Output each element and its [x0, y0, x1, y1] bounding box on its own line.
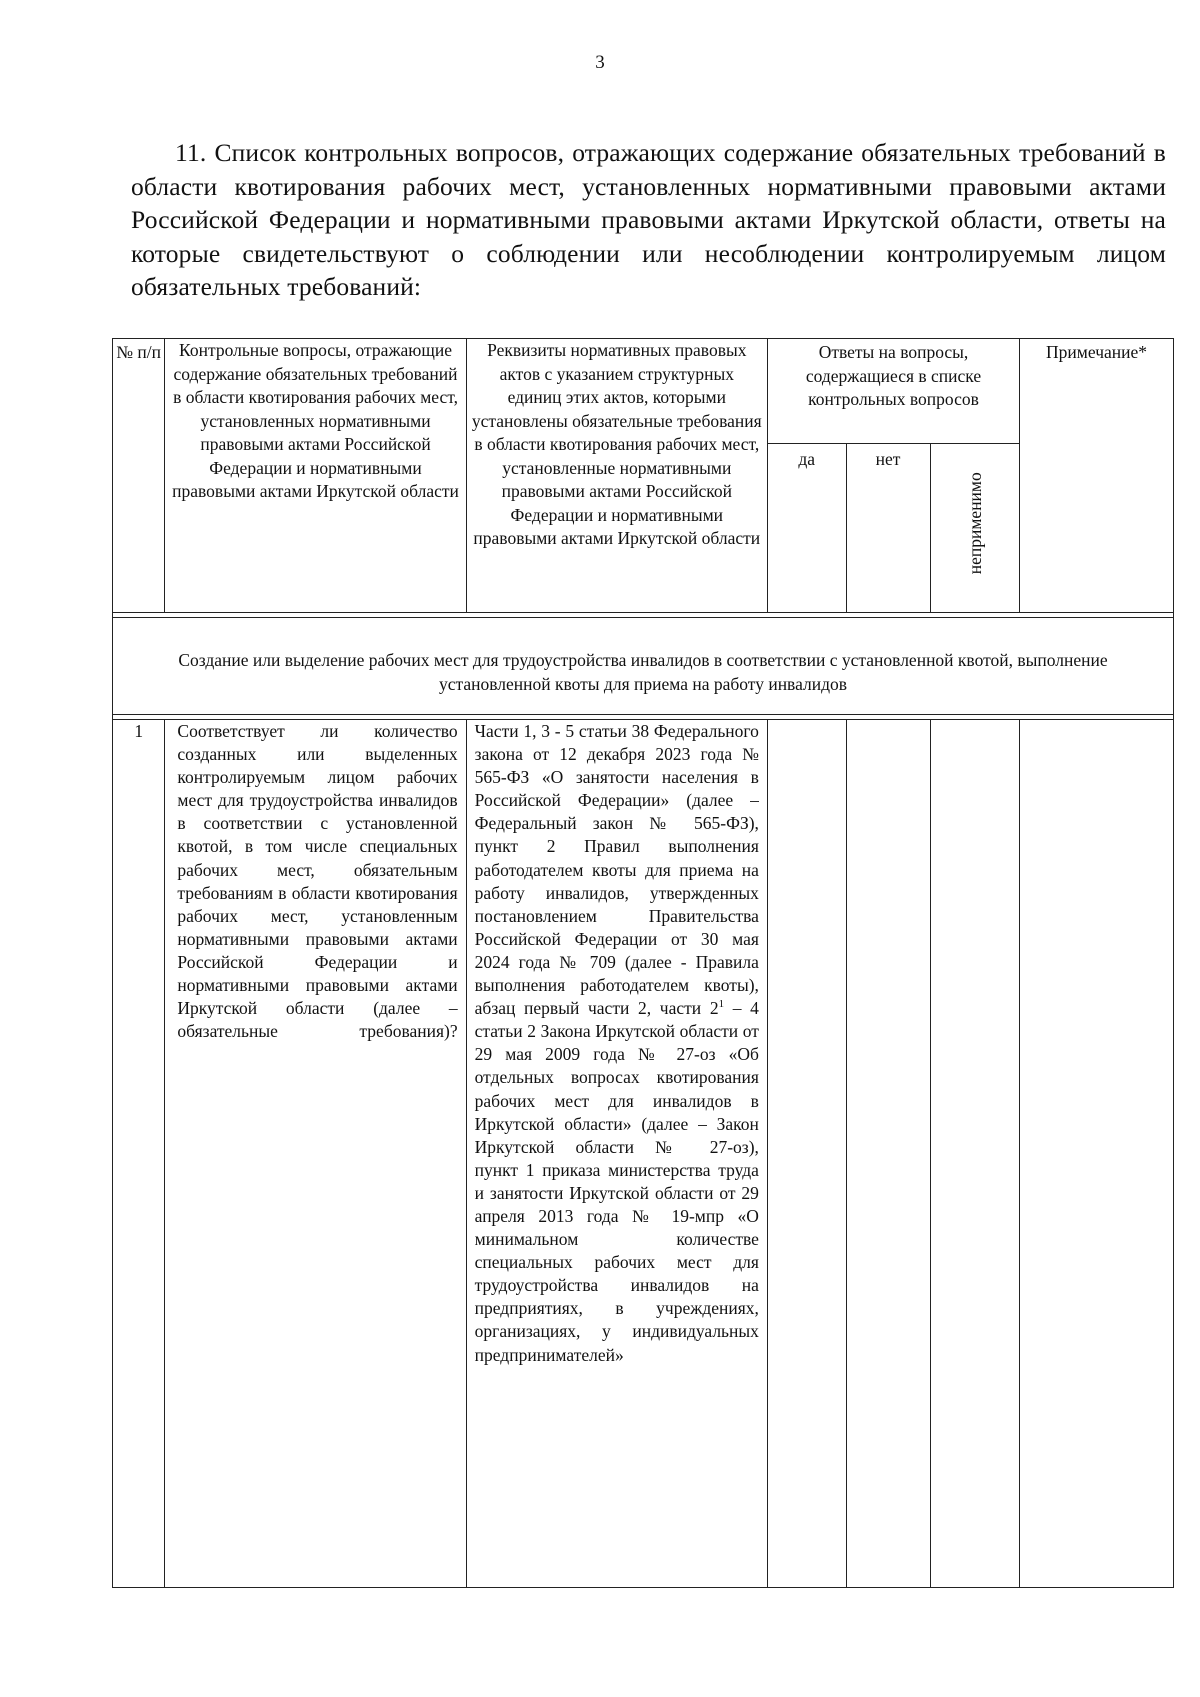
intro-paragraph: 11. Список контрольных вопросов, отражающих содержание обязательных требований в области квотирования рабочих мест, установленных нормативными правовыми актами Российской Федерации и нормативными правовыми актами Иркутской области, ответы на которые свидетельствуют о соблюдении или несоблюдении контролируемым лицом обязательных требований:	[131, 138, 1166, 301]
answer-no-cell[interactable]	[846, 720, 930, 1588]
requisites-part-3: пункт 1 приказа министерства труда и занятости Иркутской области от 29 апреля 2013 года № 19-мпр «О минимальном количестве специальных рабочих мест для трудоустройства инвалидов на предприятиях, в учреждениях, организациях, у индивидуальных предпринимателей»	[474, 1159, 759, 1365]
header-questions: Контрольные вопросы, отражающие содержание обязательных требований в области квотирования рабочих мест, установленных нормативными правовыми актами Российской Федерации и нормативными правовыми актами Иркутской области	[165, 339, 466, 613]
header-row	[113, 339, 1174, 444]
note-cell[interactable]	[1020, 720, 1174, 1588]
header-no: нет	[846, 444, 930, 613]
row-requisites	[466, 720, 767, 1588]
requisites-sup: 1	[718, 998, 725, 1011]
requisites-part-1: Части 1, 3 - 5 статьи 38 Федерального закона от 12 декабря 2023 года № 565-ФЗ «О занятости населения в Российской Федерации» (далее – Федеральный закон № 565-ФЗ), пункт 2 Правил выполнения работодателем квоты для приема на работу инвалидов, утвержденных постановлением Правительства Российской Федерации от 30 мая 2024 года № 709 (далее - Правила выполнения работодателем квоты),	[474, 721, 759, 996]
checklist-table	[112, 338, 1174, 1588]
requisites-part-2	[475, 997, 759, 1159]
header-yes: да	[767, 444, 846, 613]
requisites-part-2b: – 4 статьи 2 Закона Иркутской области от 29 мая 2009 года № 27-оз «Об отдельных вопросах квотирования рабочих мест для инвалидов в Иркутской области» (далее – Закон Иркутской области № 27-оз),	[474, 998, 759, 1157]
answer-yes-cell[interactable]	[767, 720, 846, 1588]
row-num: 1	[113, 720, 165, 1588]
row-question-text: Соответствует ли количество созданных или выделенных контролируемым лицом рабочих мест для трудоустройства инвалидов в соответствии с установленной квотой, в том числе специальных рабочих мест, обязательным требованиям в области квотирования рабочих мест, установленным нормативными правовыми актами Российской Федерации и нормативными правовыми актами Иркутской области (далее – обязательные требования)?	[177, 721, 458, 1042]
section-row	[113, 618, 1174, 715]
section-title: Создание или выделение рабочих мест для трудоустройства инвалидов в соответствии с установленной квотой, выполнение установленной квоты для приема на работу инвалидов	[113, 618, 1174, 715]
header-na	[930, 444, 1020, 613]
header-na-label: неприменимо	[964, 471, 985, 574]
table-row	[113, 720, 1174, 1588]
header-answers: Ответы на вопросы, содержащиеся в списке контрольных вопросов	[767, 339, 1019, 444]
header-num: № п/п	[113, 339, 165, 613]
requisites-part-2a: абзац первый части 2, части 2	[474, 998, 719, 1019]
header-requisites: Реквизиты нормативных правовых актов с указанием структурных единиц этих актов, которыми установлены обязательные требования в области квотирования рабочих мест, установленные нормативными правовыми актами Российской Федерации и нормативными правовыми актами Иркутской области	[466, 339, 767, 613]
page-number: 3	[595, 52, 605, 73]
header-note: Примечание*	[1020, 339, 1174, 613]
row-question	[165, 720, 466, 1588]
answer-na-cell[interactable]	[930, 720, 1020, 1588]
